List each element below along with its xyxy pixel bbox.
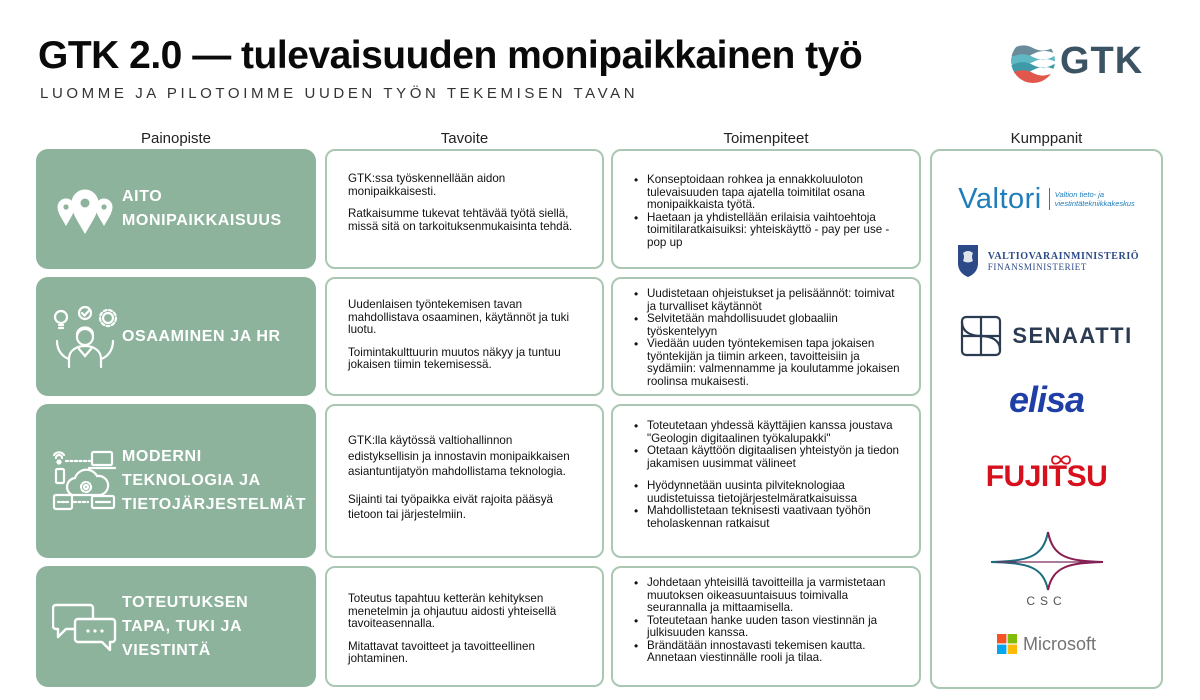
focus-card-skills-hr	[36, 277, 316, 396]
gtk-logo-icon	[1010, 38, 1056, 84]
focus-label: MODERNI TEKNOLOGIA JA TIETOJÄRJESTELMÄT	[122, 448, 307, 513]
column-header-partners: Kumppanit	[1010, 130, 1083, 147]
valtori-logo: Valtori Valtion tieto- ja viestintätekniikkakeskus	[958, 182, 1135, 215]
microsoft-windows-icon	[997, 634, 1017, 654]
senaatti-mark-icon	[960, 315, 1002, 357]
focus-card-implementation	[36, 566, 316, 687]
list-item: • Uudistetaan ohjeistukset ja pelisäännöt: toimivat ja turvalliset käytännöt	[633, 288, 905, 313]
goal-box-multilocation: GTK:ssa työskennellään aidon monipaikkaisesti. Ratkaisumme tukevat tehtävää työtä siellä, missä sitä on tarkoituksenmukaisinta tehdä.	[325, 149, 604, 269]
focus-label: TOTEUTUKSEN TAPA, TUKI JA VIESTINTÄ	[122, 593, 249, 659]
goal-box-implementation: Toteutus tapahtuu ketterän kehityksen menetelmin ja ohjautuu aidosti yhteisellä tavoiteasennalla. Mitattavat tavoitteet ja tavoitteellinen johtaminen.	[325, 566, 604, 687]
page-title: GTK 2.0 — tulevaisuuden monipaikkainen työ	[38, 34, 863, 77]
partners-box	[930, 149, 1163, 689]
focus-card-multilocation	[36, 149, 316, 269]
gtk-logo	[1010, 38, 1143, 84]
column-header-actions: Toimenpiteet	[723, 130, 809, 147]
focus-card-technology	[36, 404, 316, 558]
list-item: • Toteutetaan hanke uuden tason viestinnän ja julkisuuden kanssa.	[633, 615, 905, 640]
column-header-goal: Tavoite	[440, 130, 489, 147]
fujitsu-logo: FUJITSU	[932, 451, 1161, 503]
goal-box-technology: GTK:lla käytössä valtiohallinnon edistyksellisin ja innostavin monipaikkaisen asiantuntijatyön mahdollistama teknologia. Sijainti tai työpaikka eivät rajoita pääsyä tietoon tai järjestelmiin.	[325, 404, 604, 558]
list-item: • Toteutetaan yhdessä käyttäjien kanssa joustava "Geologin digitaalinen työkalupakki"	[633, 420, 905, 445]
list-item: • Hyödynnetään uusinta pilviteknologiaa uudistetuissa tietojärjestelmäratkaisuissa	[633, 480, 905, 505]
elisa-logo: elisa	[1008, 379, 1085, 420]
list-item: • Konseptoidaan rohkea ja ennakkoluuloton tulevaisuuden tapa ajatella toimitilat osana monipaikkaista työtä.	[633, 174, 905, 212]
list-item: • Otetaan käyttöön digitaalisen yhteistyön ja tiedon jakamisen uusimmat välineet	[633, 445, 905, 470]
list-item: • Viedään uuden työntekemisen tapa jokaisen työntekijän ja tiimin arkeen, tavoitteisiin ja sydämiin: valmennamme ja koulutamme jokaisen roolinsa mukaisesti.	[633, 338, 905, 388]
valtiovarainministerio-logo: VALTIOVARAINMINISTERIÖ FINANSMINISTERIET	[932, 241, 1161, 281]
actions-box-skills-hr	[611, 277, 921, 396]
cloud-technology-icon	[52, 449, 118, 513]
csc-logo: CSC	[932, 525, 1161, 611]
list-item: • Haetaan ja yhdistellään erilaisia vaihtoehtoja toimitilaratkaisuiksi: yhteiskäyttö - pay per use - pop up	[633, 212, 905, 250]
person-skills-icon	[52, 305, 118, 369]
column-header-focus: Painopiste	[140, 130, 212, 147]
location-pins-icon	[52, 181, 118, 237]
actions-box-implementation	[611, 566, 921, 687]
focus-label: OSAAMINEN JA HR	[122, 327, 281, 345]
chat-bubbles-icon	[52, 601, 118, 653]
page-subtitle: LUOMME JA PILOTOIMME UUDEN TYÖN TEKEMISEN TAVAN	[40, 85, 639, 102]
senaatti-logo: SENAATTI	[932, 313, 1161, 359]
lion-crest-icon	[954, 243, 982, 279]
list-item: • Johdetaan yhteisillä tavoitteilla ja varmistetaan muutoksen oikeasuuntaisuus toimivalla seurannalla ja mittaamisella.	[633, 577, 905, 615]
list-item: • Brändätään innostavasti tekemisen kautta. Annetaan viestinnälle rooli ja tilaa.	[633, 640, 905, 665]
microsoft-logo: Microsoft	[932, 631, 1161, 657]
csc-mark-icon	[987, 528, 1107, 592]
gtk-logo-text: GTK	[1060, 39, 1144, 82]
actions-box-multilocation	[611, 149, 921, 269]
fujitsu-infinity-icon	[1050, 453, 1072, 467]
list-item: • Selvitetään mahdollisuudet globaaliin työskentelyyn	[633, 313, 905, 338]
list-item: • Mahdollistetaan teknisesti vaativaan työhön teholaskennan ratkaisut	[633, 505, 905, 530]
focus-label: AITO MONIPAIKKAISUUS	[122, 188, 282, 229]
goal-box-skills-hr: Uudenlaisen työntekemisen tavan mahdollistava osaaminen, käytännöt ja tuki luotu. Toimintakulttuurin muutos näkyy ja tuntuu jokaisen tiimin tekemisessä.	[325, 277, 604, 396]
actions-box-technology	[611, 404, 921, 558]
